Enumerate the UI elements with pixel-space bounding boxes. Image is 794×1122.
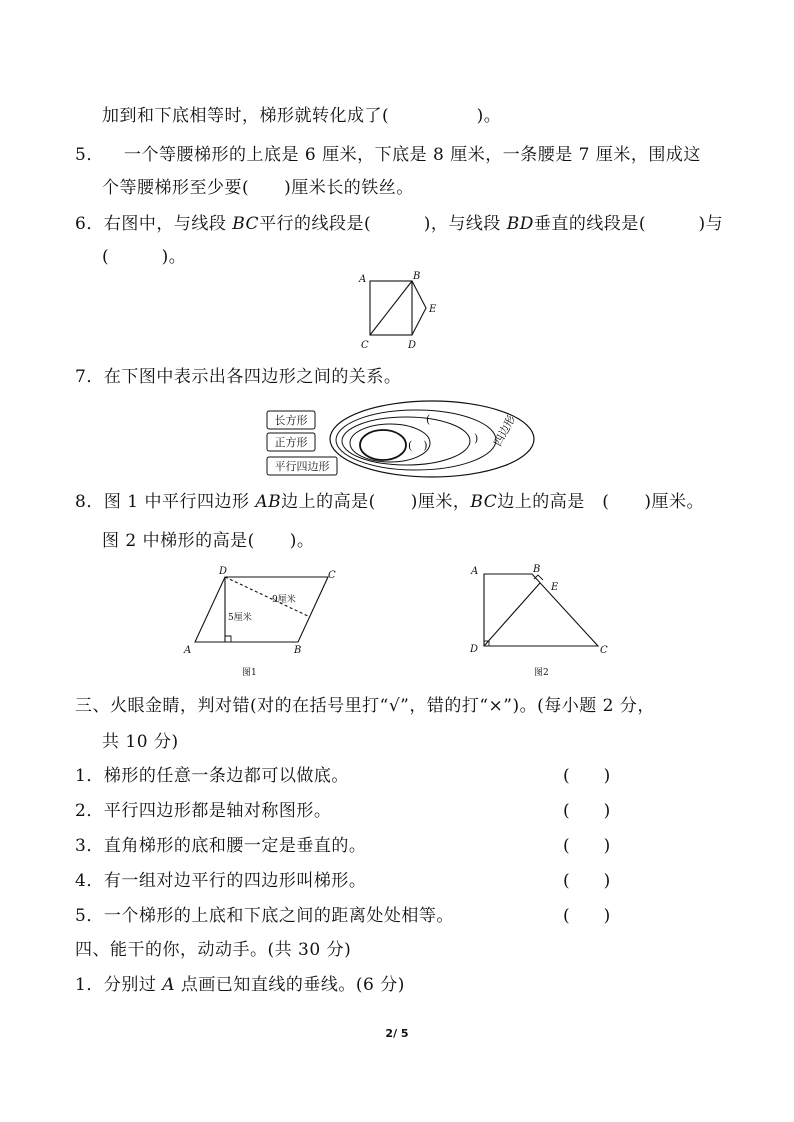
q8-segment-bc: BC xyxy=(470,492,498,512)
q6-line1 xyxy=(75,212,723,236)
judge-item-4-text: 有一组对边平行的四边形叫梯形。 xyxy=(103,871,367,891)
q6-label-a: A xyxy=(359,274,367,285)
section4-q1-point: A xyxy=(162,975,176,995)
q8-fig2-label-a: A xyxy=(471,566,479,577)
q8-text-b: 边上的高是( )厘米， xyxy=(281,492,471,512)
q8-text-a: 图 1 中平行四边形 xyxy=(103,492,256,512)
q8-figure-1 xyxy=(180,562,350,682)
q8-fig2-label-c: C xyxy=(600,645,608,656)
q8-line1 xyxy=(75,490,704,514)
judge-item-4-number: 4． xyxy=(75,871,104,891)
section3-title-line2: 共 10 分) xyxy=(102,732,179,752)
q8-segment-ab: AB xyxy=(255,492,282,512)
q7-paren-3: ) xyxy=(474,432,479,445)
q6-text-a: 右图中，与线段 xyxy=(103,214,233,234)
judge-item-1 xyxy=(75,764,349,788)
q8-fig2-label-d: D xyxy=(470,644,479,655)
q5-line2: 个等腰梯形至少要( )厘米长的铁丝。 xyxy=(102,178,414,198)
q8-fig2-label-b: B xyxy=(533,564,541,575)
q6-figure xyxy=(352,268,452,354)
q6-label-c: C xyxy=(361,340,369,351)
q4-tail-text: 加到和下底相等时，梯形就转化成了( )。 xyxy=(102,106,502,126)
q6-number: 6． xyxy=(75,214,104,234)
judge-item-3-text: 直角梯形的底和腰一定是垂直的。 xyxy=(103,836,367,856)
q8-fig1-label-c: C xyxy=(328,570,336,581)
q8-fig1-label-a: A xyxy=(184,645,192,656)
q6-line2: ( )。 xyxy=(102,247,187,267)
q8-fig1-caption: 图1 xyxy=(242,668,257,678)
judge-item-2-number: 2． xyxy=(75,801,104,821)
q6-label-e: E xyxy=(429,304,437,315)
q8-fig1-length-5: 5厘米 xyxy=(228,613,252,623)
judge-item-3-number: 3． xyxy=(75,836,104,856)
judge-item-1-answer[interactable]: ( ) xyxy=(563,766,611,786)
section3-title-line1: 三、火眼金睛，判对错(对的在括号里打“√”，错的打“×”)。(每小题 2 分， xyxy=(75,696,655,716)
q8-text-c: 边上的高是 ( )厘米。 xyxy=(497,492,704,512)
q6-label-b: B xyxy=(413,271,421,282)
q8-fig2-label-e: E xyxy=(551,582,559,593)
q7-label-parallelogram: 平行四边形 xyxy=(274,460,330,473)
judge-item-5 xyxy=(75,904,454,928)
q5-line1: 一个等腰梯形的上底是 6 厘米，下底是 8 厘米，一条腰是 7 厘米，围成这 xyxy=(124,145,701,165)
section4-q1 xyxy=(75,973,405,997)
q8-fig2-caption: 图2 xyxy=(534,668,549,678)
q8-line2: 图 2 中梯形的高是( )。 xyxy=(102,531,315,551)
judge-item-3-answer[interactable]: ( ) xyxy=(563,836,611,856)
section4-q1-text-b: 点画已知直线的垂线。(6 分) xyxy=(175,975,405,995)
q8-fig1-length-9: 9厘米 xyxy=(272,595,296,605)
section4-title: 四、能干的你，动动手。(共 30 分) xyxy=(75,940,352,960)
q7-number: 7． xyxy=(75,367,104,387)
q7-line xyxy=(75,365,401,389)
q6-segment-bc: BC xyxy=(232,214,260,234)
judge-item-2 xyxy=(75,799,331,823)
q8-fig1-label-b: B xyxy=(294,645,302,656)
q8-figure-2 xyxy=(462,558,622,682)
q7-paren-2: ( ) xyxy=(408,439,428,452)
q7-paren-1: ( xyxy=(426,413,431,426)
q8-fig1-label-d: D xyxy=(219,566,228,577)
q6-text-c: 垂直的线段是( )与 xyxy=(533,214,724,234)
q7-label-quadrilateral: 四边形 xyxy=(491,413,519,449)
judge-item-5-number: 5． xyxy=(75,906,104,926)
q5-number: 5． xyxy=(75,145,104,165)
q6-segment-bd: BD xyxy=(506,214,534,234)
q7-figure xyxy=(262,397,537,481)
judge-item-2-answer[interactable]: ( ) xyxy=(563,801,611,821)
judge-item-4 xyxy=(75,869,366,893)
q7-label-rectangle: 长方形 xyxy=(274,414,308,427)
q7-text: 在下图中表示出各四边形之间的关系。 xyxy=(103,367,402,387)
judge-item-5-text: 一个梯形的上底和下底之间的距离处处相等。 xyxy=(103,906,454,926)
judge-item-5-answer[interactable]: ( ) xyxy=(563,906,611,926)
section4-q1-number: 1． xyxy=(75,975,104,995)
q8-number: 8． xyxy=(75,492,104,512)
q6-text-b: 平行的线段是( )，与线段 xyxy=(259,214,507,234)
q7-ellipse-inner xyxy=(360,430,406,460)
page-number: 2/ 5 xyxy=(385,1027,409,1040)
judge-item-1-number: 1． xyxy=(75,766,104,786)
q6-label-d: D xyxy=(408,340,417,351)
judge-item-2-text: 平行四边形都是轴对称图形。 xyxy=(103,801,332,821)
section4-q1-text-a: 分别过 xyxy=(103,975,163,995)
judge-item-1-text: 梯形的任意一条边都可以做底。 xyxy=(103,766,349,786)
judge-item-3 xyxy=(75,834,366,858)
judge-item-4-answer[interactable]: ( ) xyxy=(563,871,611,891)
q7-label-square: 正方形 xyxy=(274,436,308,449)
